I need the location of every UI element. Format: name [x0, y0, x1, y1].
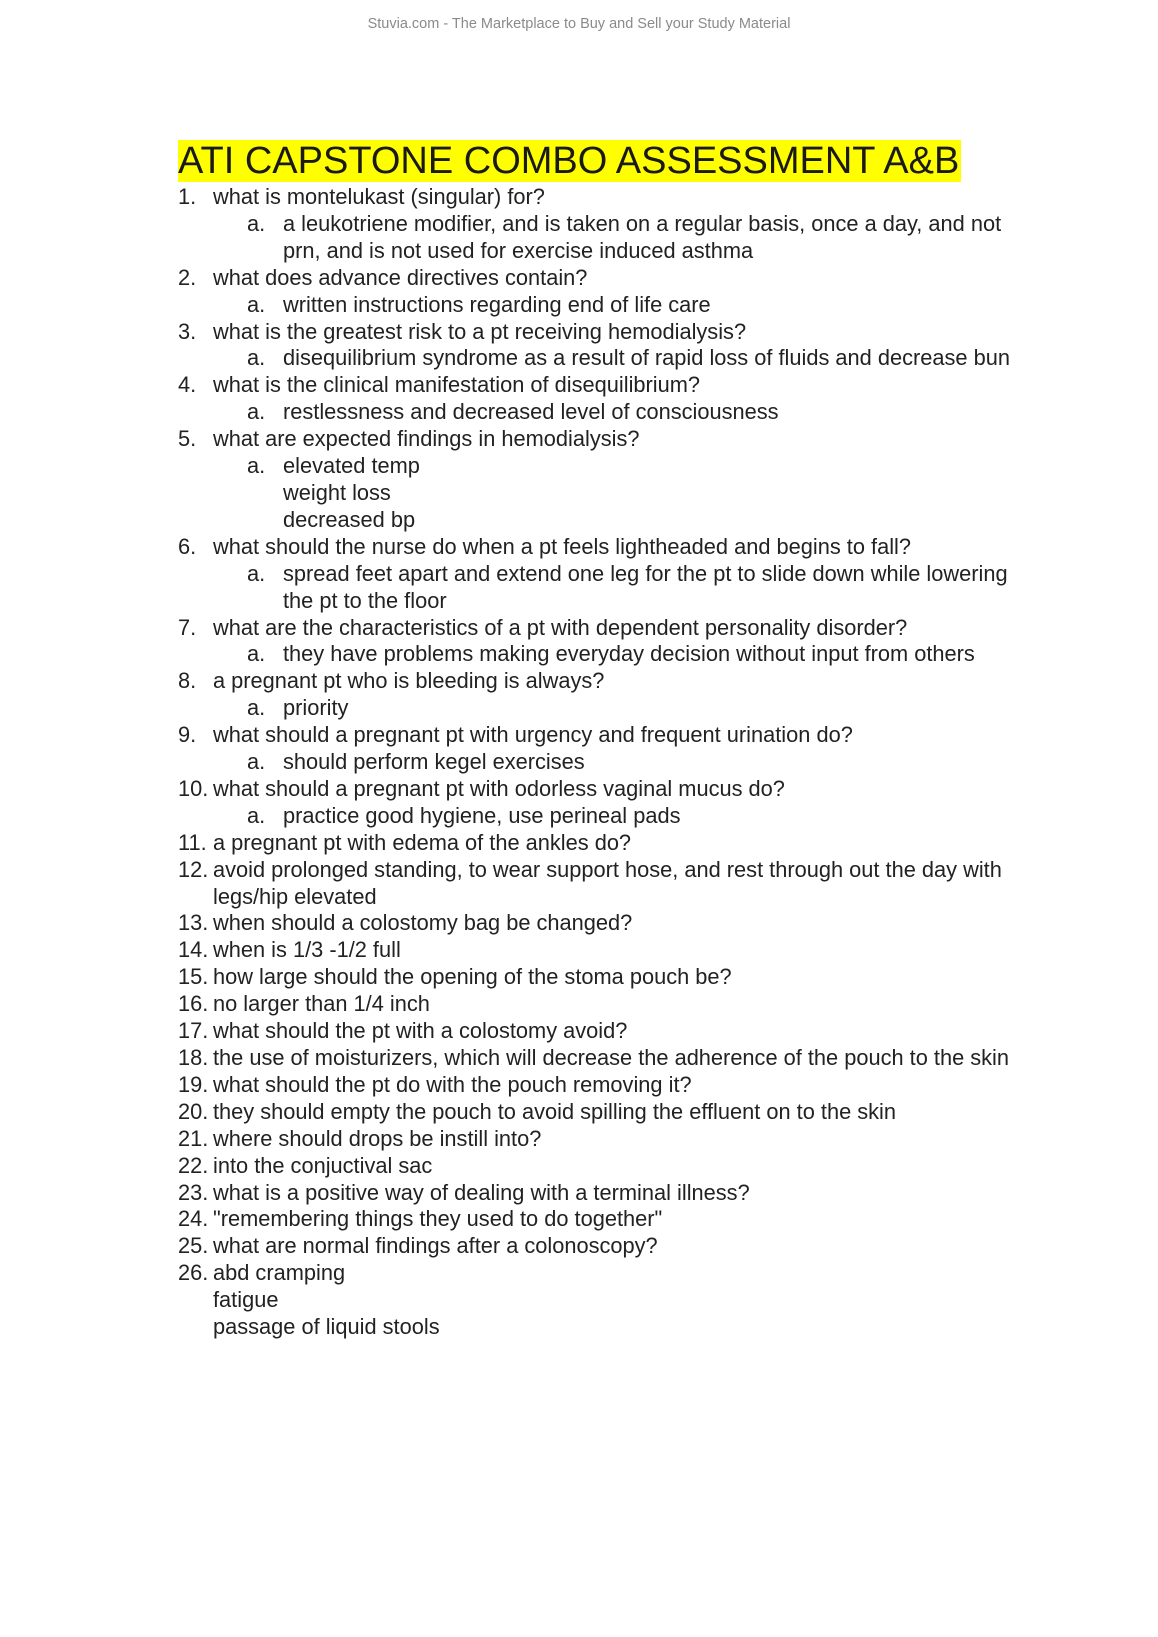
- item-text: spread feet apart and extend one leg for the pt to slide down while lowering the pt to the floor: [283, 560, 1008, 613]
- answer-item: [178, 211, 1033, 265]
- item-number: 4.: [178, 372, 197, 398]
- item-text: what are the characteristics of a pt with dependent personality disorder?: [213, 614, 908, 640]
- question-item: [178, 1018, 1033, 1045]
- question-item: [178, 722, 1033, 749]
- question-item: [178, 910, 1033, 937]
- question-item: [178, 964, 1033, 991]
- answer-item: [178, 292, 1033, 319]
- item-number: 6.: [178, 533, 197, 559]
- answer-letter: a.: [247, 560, 266, 586]
- item-text: the use of moisturizers, which will decrease the adherence of the pouch to the skin: [213, 1045, 1010, 1070]
- item-number: 20.: [178, 1098, 209, 1124]
- item-number: 10.: [178, 775, 209, 801]
- question-item: [178, 1072, 1033, 1099]
- answer-letter: a.: [247, 291, 266, 317]
- item-number: 16.: [178, 991, 209, 1017]
- answer-letter: a.: [247, 802, 266, 828]
- question-item: [178, 1206, 1033, 1233]
- item-number: 18.: [178, 1045, 209, 1070]
- item-number: 9.: [178, 722, 197, 748]
- item-text: weight loss: [283, 479, 391, 505]
- question-item: [178, 991, 1033, 1018]
- question-item: [178, 1099, 1033, 1126]
- item-number: 2.: [178, 264, 197, 290]
- answer-item: [178, 345, 1033, 372]
- question-item: [178, 265, 1033, 292]
- item-number: 14.: [178, 937, 209, 963]
- item-text: passage of liquid stools: [213, 1314, 440, 1340]
- answer-letter: a.: [247, 695, 266, 721]
- item-text: what should a pregnant pt with urgency and frequent urination do?: [213, 722, 853, 748]
- item-text: what should the nurse do when a pt feels lightheaded and begins to fall?: [213, 533, 912, 559]
- item-text: what are normal findings after a colonoscopy?: [213, 1233, 658, 1259]
- item-text: what should the pt do with the pouch removing it?: [213, 1071, 692, 1097]
- item-number: 23.: [178, 1179, 209, 1205]
- answer-letter: a.: [247, 453, 266, 479]
- answer-letter: a.: [247, 399, 266, 425]
- item-number: 11.: [178, 829, 207, 855]
- item-number: 21.: [178, 1125, 209, 1151]
- item-text: when is 1/3 -1/2 full: [213, 937, 401, 963]
- item-text: abd cramping: [213, 1260, 346, 1286]
- item-number: 17.: [178, 1018, 209, 1044]
- question-item: [178, 830, 1033, 857]
- question-item: [178, 372, 1033, 399]
- answer-item: [178, 749, 1033, 776]
- question-continuation: [178, 1287, 1033, 1314]
- question-item: [178, 1126, 1033, 1153]
- item-text: avoid prolonged standing, to wear support hose, and rest through out the day with legs/hip elevated: [213, 856, 1002, 909]
- question-item: [178, 776, 1033, 803]
- answer-item: [178, 561, 1033, 615]
- item-text: what is the greatest risk to a pt receiving hemodialysis?: [213, 318, 747, 344]
- item-text: disequilibrium syndrome as a result of rapid loss of fluids and decrease bun: [283, 345, 1010, 371]
- item-text: written instructions regarding end of life care: [283, 291, 711, 317]
- item-text: how large should the opening of the stoma pouch be?: [213, 964, 732, 990]
- question-item: [178, 319, 1033, 346]
- answer-continuation: [178, 507, 1033, 534]
- page-header: Stuvia.com - The Marketplace to Buy and Sell your Study Material: [367, 16, 791, 32]
- item-text: a leukotriene modifier, and is taken on a regular basis, once a day, and not prn, and is not used for exercise induced asthma: [283, 210, 1002, 263]
- question-item: [178, 534, 1033, 561]
- item-text: what should the pt with a colostomy avoid?: [213, 1018, 628, 1044]
- question-item: [178, 668, 1033, 695]
- item-text: should perform kegel exercises: [283, 749, 585, 775]
- question-item: [178, 615, 1033, 642]
- item-text: what are expected findings in hemodialysis?: [213, 426, 640, 452]
- item-text: priority: [283, 695, 349, 721]
- answer-item: [178, 695, 1033, 722]
- answer-letter: a.: [247, 749, 266, 775]
- item-text: what is montelukast (singular) for?: [213, 184, 545, 209]
- item-text: "remembering things they used to do together": [213, 1206, 663, 1232]
- answer-item: [178, 453, 1033, 480]
- item-text: what does advance directives contain?: [213, 264, 588, 290]
- answer-letter: a.: [247, 641, 266, 667]
- answer-letter: a.: [247, 210, 266, 236]
- item-number: 25.: [178, 1233, 209, 1259]
- item-text: what is the clinical manifestation of disequilibrium?: [213, 372, 701, 398]
- item-text: what is a positive way of dealing with a terminal illness?: [213, 1179, 750, 1205]
- item-number: 12.: [178, 856, 209, 882]
- title-text: ATI CAPSTONE COMBO ASSESSMENT A&B: [178, 140, 960, 182]
- question-item: [178, 184, 1033, 211]
- question-item: [178, 857, 1033, 911]
- item-number: 26.: [178, 1260, 209, 1286]
- item-text: they should empty the pouch to avoid spilling the effluent on to the skin: [213, 1098, 897, 1124]
- item-number: 8.: [178, 668, 197, 694]
- question-item: [178, 1180, 1033, 1207]
- answer-letter: a.: [247, 345, 266, 371]
- question-item: [178, 1045, 1033, 1072]
- item-text: restlessness and decreased level of consciousness: [283, 399, 779, 425]
- question-continuation: [178, 1314, 1033, 1341]
- question-item: [178, 1153, 1033, 1180]
- item-number: 13.: [178, 910, 209, 936]
- item-text: no larger than 1/4 inch: [213, 991, 430, 1017]
- qa-list: [178, 184, 1033, 1341]
- item-text: decreased bp: [283, 506, 416, 532]
- item-number: 1.: [178, 184, 197, 209]
- item-number: 24.: [178, 1206, 209, 1232]
- question-item: [178, 426, 1033, 453]
- item-text: into the conjuctival sac: [213, 1152, 433, 1178]
- answer-continuation: [178, 480, 1033, 507]
- question-item: [178, 1233, 1033, 1260]
- item-number: 22.: [178, 1152, 209, 1178]
- item-text: they have problems making everyday decision without input from others: [283, 641, 975, 667]
- item-number: 3.: [178, 318, 197, 344]
- answer-item: [178, 399, 1033, 426]
- item-number: 5.: [178, 426, 197, 452]
- item-number: 15.: [178, 964, 209, 990]
- question-item: [178, 1260, 1033, 1287]
- answer-item: [178, 641, 1033, 668]
- item-number: 19.: [178, 1071, 209, 1097]
- document-title: [178, 139, 961, 183]
- item-text: a pregnant pt who is bleeding is always?: [213, 668, 605, 694]
- item-text: where should drops be instill into?: [213, 1125, 542, 1151]
- question-item: [178, 937, 1033, 964]
- answer-item: [178, 803, 1033, 830]
- item-number: 7.: [178, 614, 197, 640]
- item-text: practice good hygiene, use perineal pads: [283, 802, 681, 828]
- item-text: when should a colostomy bag be changed?: [213, 910, 633, 936]
- item-text: fatigue: [213, 1287, 279, 1313]
- item-text: what should a pregnant pt with odorless vaginal mucus do?: [213, 775, 785, 801]
- item-text: a pregnant pt with edema of the ankles do?: [213, 829, 632, 855]
- item-text: elevated temp: [283, 453, 420, 479]
